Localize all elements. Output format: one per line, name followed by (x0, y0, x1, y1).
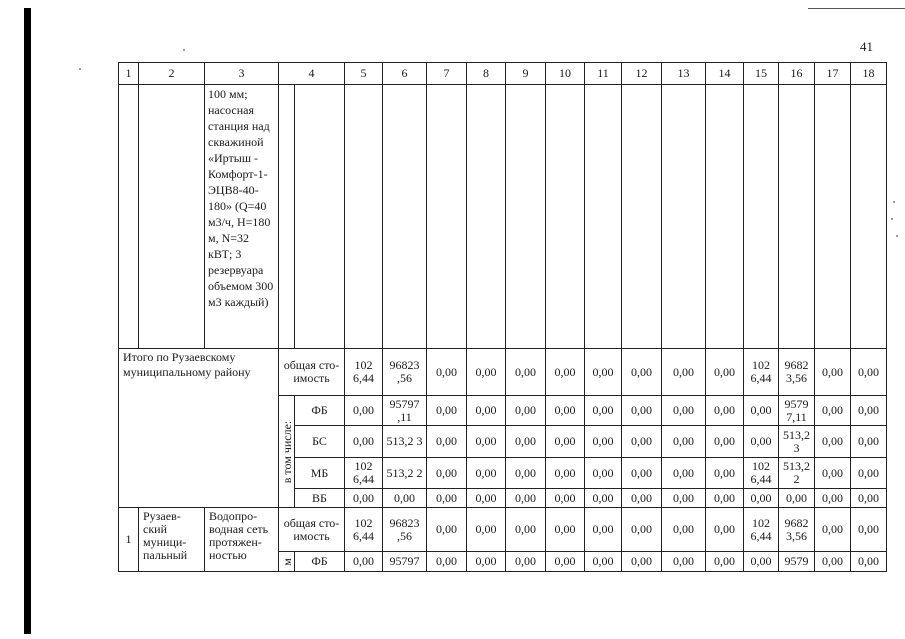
value-cell: 0,00 (506, 396, 546, 426)
value-cell: 0,00 (427, 508, 467, 552)
value-cell: 0,00 (851, 552, 887, 572)
row-type: БС (295, 426, 345, 458)
value-cell: 0,00 (622, 508, 662, 552)
object-description: 100 мм; насосная станция над скважиной «Иртыш - Комфорт-1-ЭЦВ8-40-180» (Q=40 м3/ч, Н=180 м, N=32 кВТ; 3 резервуара объемом 300 м3 каждый) (205, 85, 279, 349)
scan-speck (79, 68, 81, 70)
value-cell: 513,2 3 (779, 426, 815, 458)
value-cell: 0,00 (622, 349, 662, 396)
value-cell: 0,00 (585, 489, 622, 508)
value-cell: 0,00 (383, 489, 427, 508)
item-description: Водопро-водная сеть протяжен-ностью (205, 508, 279, 572)
value-cell: 0,00 (744, 396, 779, 426)
value-cell: 96823 ,56 (383, 349, 427, 396)
cell (585, 85, 622, 349)
value-cell: 0,00 (622, 426, 662, 458)
value-cell: 0,00 (706, 489, 744, 508)
header-cell: 8 (467, 63, 506, 85)
value-cell: 9682 3,56 (779, 349, 815, 396)
cell (467, 85, 506, 349)
value-cell: 0,00 (851, 349, 887, 396)
value-cell: 0,00 (427, 552, 467, 572)
scan-top-line (808, 8, 905, 9)
header-cell: 13 (662, 63, 706, 85)
continuation-row (119, 85, 887, 349)
header-cell: 6 (383, 63, 427, 85)
value-cell: 0,00 (345, 489, 383, 508)
value-cell: 0,00 (662, 349, 706, 396)
scan-speck (183, 49, 185, 51)
value-cell: 0,00 (815, 426, 851, 458)
scan-edge (24, 8, 31, 634)
cell (744, 85, 779, 349)
total-label: Итого по Рузаевскому муниципальному району (119, 349, 279, 508)
value-cell: 0,00 (851, 489, 887, 508)
value-cell: 0,00 (345, 552, 383, 572)
value-cell: 0,00 (467, 458, 506, 489)
value-cell: 0,00 (622, 458, 662, 489)
row-type: ФБ (295, 552, 345, 572)
cell (851, 85, 887, 349)
value-cell: 0,00 (467, 349, 506, 396)
value-cell: 0,00 (585, 349, 622, 396)
value-cell: 0,00 (467, 552, 506, 572)
value-cell: 0,00 (622, 489, 662, 508)
value-cell: 0,00 (345, 426, 383, 458)
cell (119, 85, 139, 349)
value-cell: 0,00 (585, 552, 622, 572)
cell (546, 85, 585, 349)
value-cell: 0,00 (506, 489, 546, 508)
value-cell: 0,00 (662, 552, 706, 572)
header-cell: 16 (779, 63, 815, 85)
row-type: ФБ (295, 396, 345, 426)
value-cell: 0,00 (427, 426, 467, 458)
value-cell: 0,00 (662, 489, 706, 508)
header-cell: 12 (622, 63, 662, 85)
value-cell: 9579 (779, 552, 815, 572)
item-number: 1 (119, 508, 139, 572)
value-cell: 0,00 (546, 426, 585, 458)
value-cell: 102 6,44 (744, 508, 779, 552)
value-cell: 0,00 (851, 458, 887, 489)
value-cell: 0,00 (427, 396, 467, 426)
cell (345, 85, 383, 349)
value-cell: 0,00 (546, 552, 585, 572)
value-cell: 9682 3,56 (779, 508, 815, 552)
in-total-label: в том числе: (279, 396, 295, 508)
header-cell: 2 (139, 63, 205, 85)
value-cell: 96823 ,56 (383, 508, 427, 552)
scan-speck (893, 201, 895, 203)
header-cell: 5 (345, 63, 383, 85)
cell (295, 85, 345, 349)
value-cell: 0,00 (427, 349, 467, 396)
value-cell: 102 6,44 (345, 508, 383, 552)
header-cell: 17 (815, 63, 851, 85)
value-cell: 0,00 (345, 396, 383, 426)
value-cell: 0,00 (585, 508, 622, 552)
header-cell: 10 (546, 63, 585, 85)
value-cell: 0,00 (706, 396, 744, 426)
value-cell: 0,00 (546, 508, 585, 552)
value-cell: 9579 7,11 (779, 396, 815, 426)
value-cell: 0,00 (506, 426, 546, 458)
value-cell: 0,00 (662, 426, 706, 458)
header-row (119, 63, 887, 85)
value-cell: 0,00 (546, 396, 585, 426)
value-cell: 0,00 (706, 349, 744, 396)
value-cell: 0,00 (585, 458, 622, 489)
value-cell: 0,00 (662, 396, 706, 426)
cell (662, 85, 706, 349)
value-cell: 0,00 (427, 458, 467, 489)
value-cell: 0,00 (706, 426, 744, 458)
cell (506, 85, 546, 349)
value-cell: 102 6,44 (744, 458, 779, 489)
value-cell: 102 6,44 (345, 349, 383, 396)
total-row (119, 349, 887, 396)
value-cell: 0,00 (506, 349, 546, 396)
value-cell: 0,00 (815, 489, 851, 508)
header-cell: 1 (119, 63, 139, 85)
value-cell: 0,00 (662, 508, 706, 552)
cell (427, 85, 467, 349)
value-cell: 0,00 (546, 458, 585, 489)
item-vertical-label: м (279, 552, 295, 572)
row-type: ВБ (295, 489, 345, 508)
row-type: общая сто-имость (279, 349, 345, 396)
cell (706, 85, 744, 349)
value-cell: 0,00 (506, 458, 546, 489)
value-cell: 0,00 (706, 458, 744, 489)
value-cell: 0,00 (706, 508, 744, 552)
value-cell: 0,00 (662, 458, 706, 489)
value-cell: 0,00 (815, 458, 851, 489)
cell (383, 85, 427, 349)
value-cell: 0,00 (546, 489, 585, 508)
cell (622, 85, 662, 349)
value-cell: 0,00 (467, 396, 506, 426)
scan-speck (896, 235, 898, 237)
value-cell: 0,00 (427, 489, 467, 508)
value-cell: 0,00 (622, 552, 662, 572)
value-cell: 513,2 2 (779, 458, 815, 489)
header-cell: 7 (427, 63, 467, 85)
row-type: МБ (295, 458, 345, 489)
value-cell: 0,00 (815, 349, 851, 396)
value-cell: 0,00 (467, 426, 506, 458)
header-cell: 3 (205, 63, 279, 85)
cell (779, 85, 815, 349)
header-cell: 18 (851, 63, 887, 85)
header-cell: 11 (585, 63, 622, 85)
value-cell: 0,00 (585, 426, 622, 458)
value-cell: 0,00 (706, 552, 744, 572)
value-cell: 0,00 (851, 426, 887, 458)
value-cell: 0,00 (815, 508, 851, 552)
cell (279, 85, 295, 349)
header-cell: 4 (279, 63, 345, 85)
scan-speck (891, 218, 893, 220)
value-cell: 0,00 (467, 489, 506, 508)
value-cell: 0,00 (851, 508, 887, 552)
value-cell: 513,2 2 (383, 458, 427, 489)
header-cell: 15 (744, 63, 779, 85)
value-cell: 0,00 (815, 396, 851, 426)
value-cell: 0,00 (851, 396, 887, 426)
value-cell: 0,00 (506, 552, 546, 572)
value-cell: 0,00 (585, 396, 622, 426)
value-cell: 0,00 (467, 508, 506, 552)
value-cell: 513,2 3 (383, 426, 427, 458)
page-number: 41 (860, 39, 873, 54)
value-cell: 102 6,44 (345, 458, 383, 489)
header-cell: 14 (706, 63, 744, 85)
value-cell: 102 6,44 (744, 349, 779, 396)
value-cell: 0,00 (546, 349, 585, 396)
budget-table (118, 62, 887, 572)
cell (815, 85, 851, 349)
value-cell: 0,00 (815, 552, 851, 572)
value-cell: 95797 ,11 (383, 396, 427, 426)
header-cell: 9 (506, 63, 546, 85)
value-cell: 0,00 (779, 489, 815, 508)
cell (139, 85, 205, 349)
item-row (119, 508, 887, 552)
value-cell: 0,00 (744, 489, 779, 508)
value-cell: 0,00 (622, 396, 662, 426)
value-cell: 0,00 (744, 552, 779, 572)
value-cell: 95797 (383, 552, 427, 572)
row-type: общая сто-имость (279, 508, 345, 552)
value-cell: 0,00 (744, 426, 779, 458)
value-cell: 0,00 (506, 508, 546, 552)
item-municipality: Рузаев-ский муници-пальный (139, 508, 205, 572)
